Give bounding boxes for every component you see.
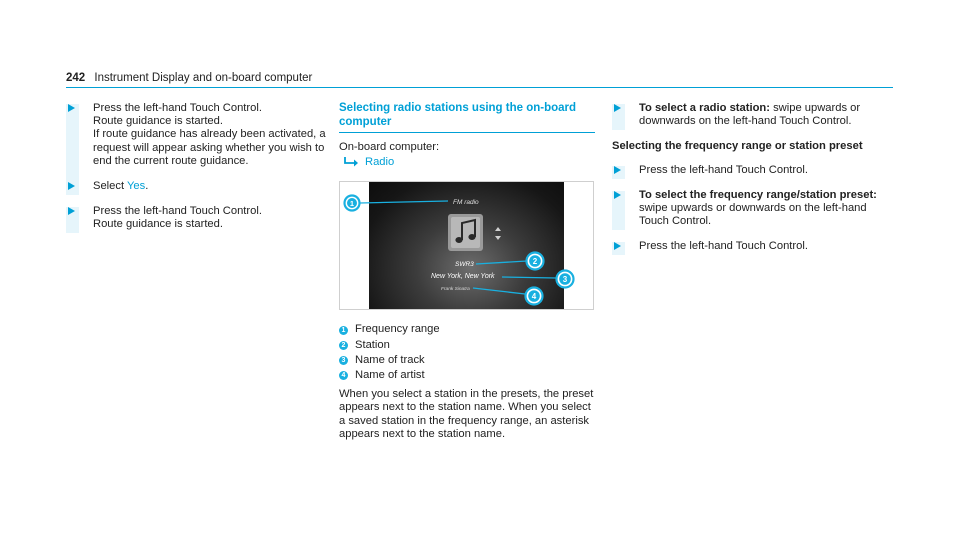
arrow-icon <box>68 207 75 215</box>
legend-number: 4 <box>339 371 348 380</box>
step-text: Press the left-hand Touch Control. <box>93 102 262 114</box>
band-label: FM radio <box>453 199 479 207</box>
legend-number: 3 <box>339 356 348 365</box>
svg-text:1: 1 <box>349 199 355 209</box>
legend-item <box>339 323 595 336</box>
callout-2 <box>527 253 544 270</box>
arrow-icon <box>614 242 621 250</box>
preset-arrows-icon <box>495 227 501 240</box>
column-2 <box>339 102 595 441</box>
track-label: New York, New York <box>431 273 495 281</box>
column-1 <box>66 102 328 244</box>
step-text: swipe upwards or downwards on the left-hand Touch Control. <box>639 102 861 128</box>
callout-line <box>476 261 527 264</box>
radio-screen-figure <box>339 181 594 310</box>
station-label: SWR3 <box>455 261 474 269</box>
callout-line <box>473 288 525 294</box>
step-text: Press the left-hand Touch Control. <box>639 240 808 253</box>
step-text: Press the left-hand Touch Control. <box>93 205 262 218</box>
figure-overlay <box>340 182 593 309</box>
figure-legend <box>339 323 595 382</box>
menu-item-label: Radio <box>365 156 395 169</box>
section-rule <box>339 132 595 133</box>
step-result: Route guidance is started. <box>93 115 223 128</box>
legend-label: Name of artist <box>355 369 425 382</box>
callout-1 <box>345 196 360 211</box>
callout-3 <box>557 271 574 288</box>
option-yes: Yes <box>127 180 146 193</box>
step-bold: To select a radio station: <box>639 102 770 114</box>
submenu-arrow-icon <box>343 157 359 168</box>
header-title: Instrument Display and on-board computer <box>94 72 313 84</box>
step-press-control <box>612 164 894 177</box>
arrow-icon <box>68 182 75 190</box>
legend-item <box>339 354 595 367</box>
arrow-icon <box>68 104 75 112</box>
legend-label: Frequency range <box>355 323 440 336</box>
step-result: Route guidance is started. <box>93 218 223 231</box>
callout-4 <box>526 288 543 305</box>
menu-path <box>339 141 595 169</box>
step-text: Press the left-hand Touch Control. <box>639 163 808 176</box>
callout-line <box>502 277 556 278</box>
legend-number: 1 <box>339 326 348 335</box>
callout-line <box>360 201 448 203</box>
artist-label: Frank Sinatra <box>441 287 470 293</box>
legend-item <box>339 369 595 382</box>
step-suffix: . <box>145 180 149 193</box>
legend-label: Station <box>355 338 390 351</box>
step-prefix: Select <box>93 180 127 193</box>
step-bold: To select the frequency range/station preset: <box>639 188 877 201</box>
step-press-control <box>66 102 328 168</box>
legend-label: Name of track <box>355 353 425 366</box>
svg-text:2: 2 <box>532 257 538 267</box>
step-note: If route guidance has already been activated, a request will appear asking whether you wish to end the current route guidance. <box>93 128 326 167</box>
preset-paragraph: When you select a station in the presets, the preset appears next to the station name. When you select a saved station in the frequency range, an asterisk appears next to the station name. <box>339 388 594 440</box>
subheading: Selecting the frequency range or station preset <box>612 140 863 153</box>
svg-text:3: 3 <box>562 275 568 285</box>
step-select-range <box>612 189 894 229</box>
step-press-control-2 <box>66 205 328 231</box>
arrow-icon <box>614 191 621 199</box>
menu-label: On-board computer: <box>339 141 440 153</box>
legend-item <box>339 339 595 352</box>
step-bar <box>66 104 79 182</box>
page-header <box>66 72 312 84</box>
column-3 <box>612 102 894 266</box>
page-number: 242 <box>66 72 86 84</box>
step-select-yes <box>66 180 328 193</box>
arrow-icon <box>614 166 621 174</box>
arrow-icon <box>614 104 621 112</box>
legend-number: 2 <box>339 341 348 350</box>
menu-item-radio <box>343 156 595 169</box>
step-press-control-2 <box>612 240 894 253</box>
header-rule <box>66 87 893 88</box>
section-title: Selecting radio stations using the on-board computer <box>339 102 577 128</box>
step-select-station <box>612 102 894 128</box>
svg-text:4: 4 <box>531 292 537 302</box>
step-text: swipe upwards or downwards on the left-hand Touch Control. <box>639 202 867 228</box>
